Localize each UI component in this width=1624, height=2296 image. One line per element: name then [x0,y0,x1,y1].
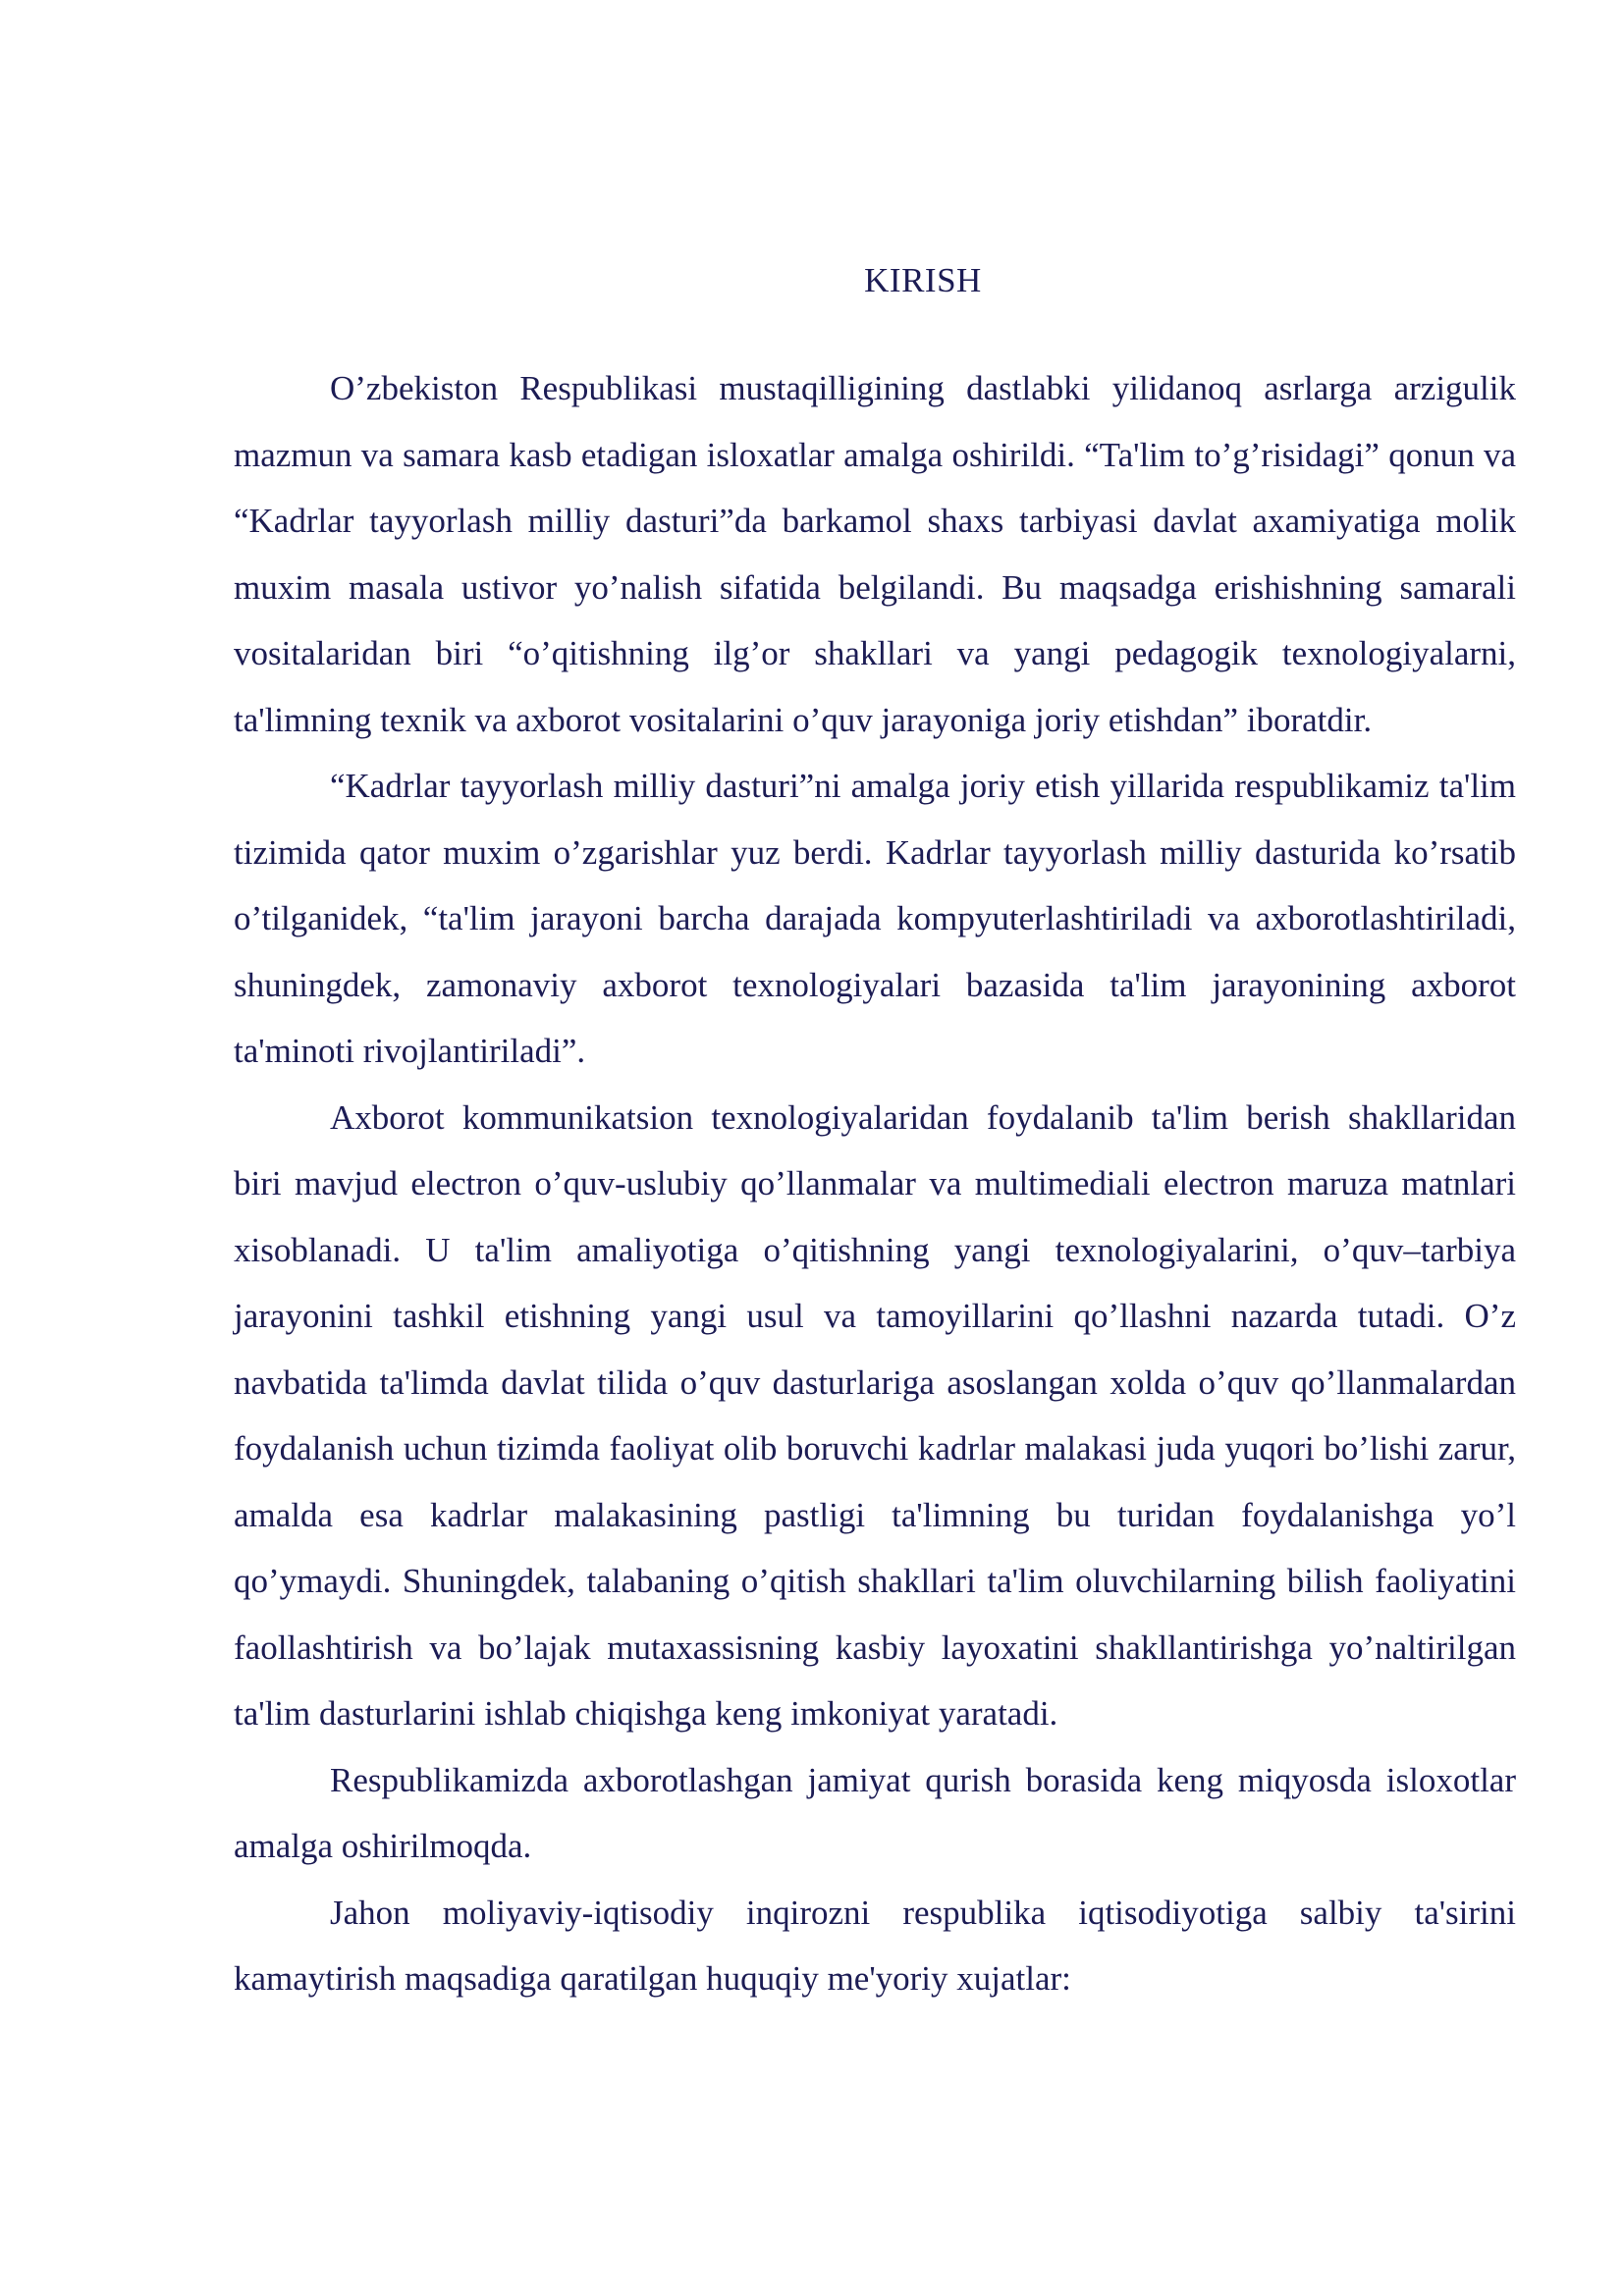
document-body [234,355,1516,2012]
paragraph-4: Respublikamizda axborotlashgan jamiyat qurish borasida keng miqyosda isloxotlar amalga oshirilmoqda. [234,1760,1516,1865]
paragraph-2: “Kadrlar tayyorlash milliy dasturi”ni amalga joriy etish yillarida respublikamiz ta'lim tizimida qator muxim o’zgarishlar yuz berdi. Kadrlar tayyorlash milliy dasturida ko’rsatib o’tilganidek, “ta'lim jarayoni barcha darajada kompyuterlashtiriladi va axborotlashtiriladi, shuningdek, zamonaviy axborot texnologiyalari bazasida ta'lim jarayonining axborot ta'minoti rivojlantiriladi”. [234,767,1516,1070]
paragraph-1: O’zbekiston Respublikasi mustaqilligining dastlabki yilidanoq asrlarga arzigulik mazmun va samara kasb etadigan isloxatlar amalga oshirildi. “Ta'lim to’g’risidagi” qonun va “Kadrlar tayyorlash milliy dasturi”da barkamol shaxs tarbiyasi davlat axamiyatiga molik muxim masala ustivor yo’nalish sifatida belgilandi. Bu maqsadga erishishning samarali vositalaridan biri “o’qitishning ilg’or shakllari va yangi pedagogik texnologiyalarni, ta'limning texnik va axborot vositalarini o’quv jarayoniga joriy etishdan” iboratdir. [234,369,1516,739]
paragraph-5: Jahon moliyaviy-iqtisodiy inqirozni respublika iqtisodiyotiga salbiy ta'sirini kamaytirish maqsadiga qaratilgan huquqiy me'yoriy xujatlar: [234,1893,1516,1998]
paragraph-3: Axborot kommunikatsion texnologiyalaridan foydalanib ta'lim berish shakllaridan biri mavjud electron o’quv-uslubiy qo’llanmalar va multimediali electron maruza matnlari xisoblanadi. U ta'lim amaliyotiga o’qitishning yangi texnologiyalarini, o’quv–tarbiya jarayonini tashkil etishning yangi usul va tamoyillarini qo’llashni nazarda tutadi. O’z navbatida ta'limda davlat tilida o’quv dasturlariga asoslangan xolda o’quv qo’llanmalardan foydalanish uchun tizimda faoliyat olib boruvchi kadrlar malakasi juda yuqori bo’lishi zarur, amalda esa kadrlar malakasining pastligi ta'limning bu turidan foydalanishga yo’l qo’ymaydi. Shuningdek, talabaning o’qitish shakllari ta'lim oluvchilarning bilish faoliyatini faollashtirish va bo’lajak mutaxassisning kasbiy layoxatini shakllantirishga yo’naltirilgan ta'lim dasturlarini ishlab chiqishga keng imkoniyat yaratadi. [234,1097,1516,1733]
section-heading: KIRISH [864,261,982,299]
